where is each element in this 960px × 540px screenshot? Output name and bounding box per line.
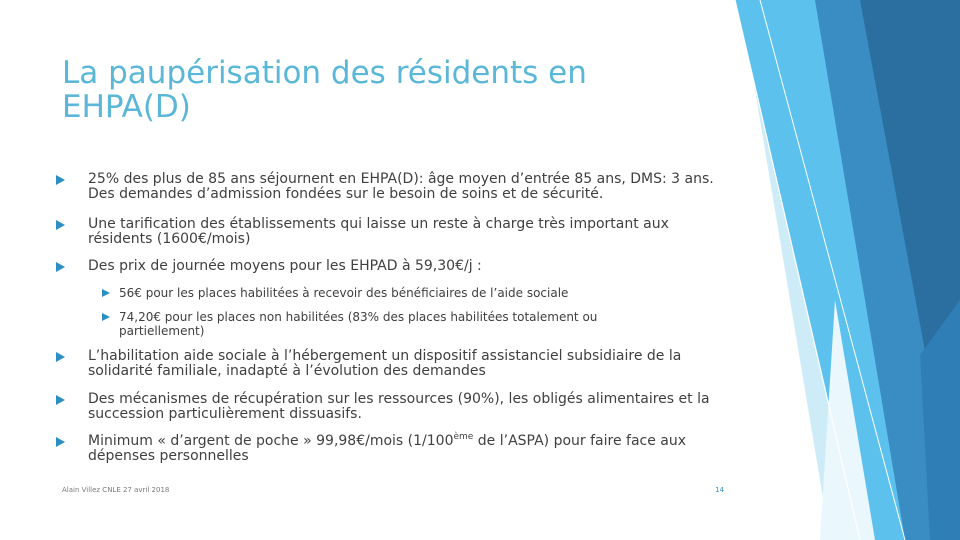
bullet-text <box>88 434 720 464</box>
title-line-2: EHPA(D) <box>62 89 191 125</box>
triangle-right-icon <box>56 352 65 362</box>
text-before: Minimum « d’argent de poche » 99,98€/mois (1/100 <box>88 433 454 449</box>
bullet-item-tarification <box>56 217 720 247</box>
bullet-text: Une tarification des établissements qui laisse un reste à charge très important aux résidents (1600€/mois) <box>88 216 669 247</box>
bullet-text: 25% des plus de 85 ans séjournent en EHPA(D): âge moyen d’entrée 85 ans, DMS: 3 ans. Des demandes d’admission fondées sur le besoin de soins et de sécurité. <box>88 171 714 202</box>
triangle-right-icon <box>56 262 65 272</box>
triangle-right-icon <box>56 395 65 405</box>
sub-bullet-text: 56€ pour les places habilitées à recevoir des bénéficiaires de l’aide sociale <box>119 286 569 300</box>
triangle-right-icon <box>102 289 110 297</box>
bullet-item-habilitation <box>56 349 720 379</box>
sub-bullet-item-habilitees <box>102 286 679 300</box>
bullet-text: Des mécanismes de récupération sur les ressources (90%), les obligés alimentaires et la succession particulièrement dissuasifs. <box>88 391 710 422</box>
superscript-ordinal: ème <box>453 432 474 442</box>
slide-title <box>62 56 682 124</box>
triangle-right-icon <box>56 437 65 447</box>
bullet-item-prix-journee <box>56 259 720 274</box>
text-after: de l’ASPA) pour faire face aux dépenses personnelles <box>88 433 687 464</box>
sub-bullet-item-non-habilitees <box>102 310 679 338</box>
bullet-item-recuperation <box>56 392 720 422</box>
triangle-right-icon <box>102 313 110 321</box>
triangle-right-icon <box>56 175 65 185</box>
title-line-1: La paupérisation des résidents en <box>62 55 587 91</box>
triangle-right-icon <box>56 220 65 230</box>
sub-bullet-text: 74,20€ pour les places non habilitées (83% des places habilitées totalement ou partiellement) <box>119 310 598 338</box>
bullet-text: Des prix de journée moyens pour les EHPAD à 59,30€/j : <box>88 258 482 274</box>
bullet-item-argent-de-poche <box>56 434 720 464</box>
bullet-text: L’habilitation aide sociale à l’hébergement un dispositif assistanciel subsidiaire de la solidarité familiale, inadapté à l’évolution des demandes <box>88 348 682 379</box>
page-number: 14 <box>715 486 724 494</box>
footer-author: Alain Villez CNLE 27 avril 2018 <box>62 486 170 494</box>
bullet-item-demographics <box>56 172 720 202</box>
